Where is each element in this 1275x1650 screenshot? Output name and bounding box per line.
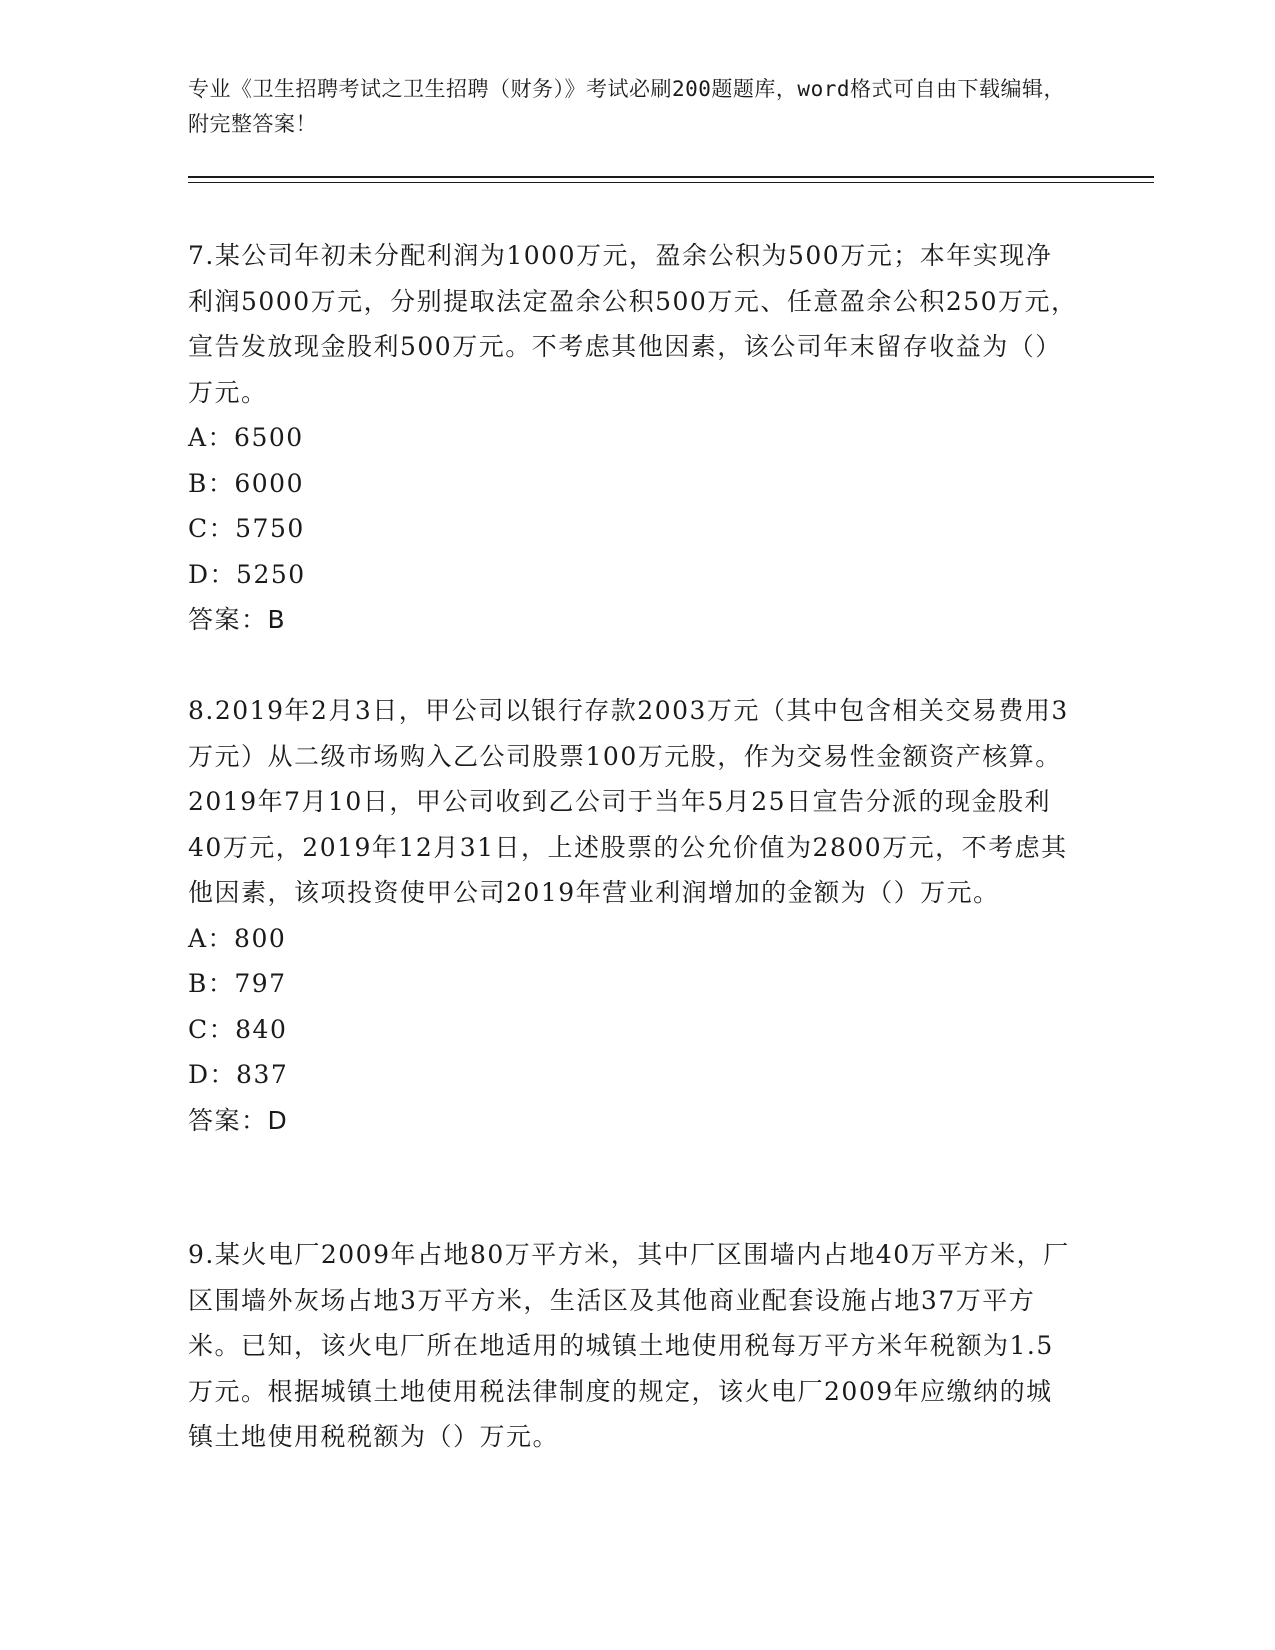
header-divider	[188, 176, 1154, 178]
option-b: B：797	[188, 969, 287, 998]
option-d: D：837	[188, 1060, 289, 1089]
header-divider-thin	[188, 182, 1154, 183]
question-stem: 7.某公司年初未分配利润为1000万元，盈余公积为500万元；本年实现净利润5000万元，分别提取法定盈余公积500万元、任意盈余公积250万元，宣告发放现金股利500万元。不考虑其他因素，该公司年末留存收益为（）万元。	[188, 241, 1078, 407]
question-7	[188, 233, 1078, 643]
option-c: C：840	[188, 1014, 288, 1044]
option-d: D：5250	[188, 559, 306, 589]
option-b: B：6000	[188, 468, 304, 498]
question-stem: 9.某火电厂2009年占地80万平方米，其中厂区围墙内占地40万平方米，厂区围墙外灰场占地3万平方米，生活区及其他商业配套设施占地37万平方米。已知，该火电厂所在地适用的城镇土地使用税每万平方米年税额为1.5万元。根据城镇土地使用税法律制度的规定，该火电厂2009年应缴纳的城镇土地使用税税额为（）万元。	[188, 1240, 1070, 1451]
question-stem: 8.2019年2月3日，甲公司以银行存款2003万元（其中包含相关交易费用3万元）从二级市场购入乙公司股票100万元股，作为交易性金额资产核算。2019年7月10日，甲公司收到乙公司于当年5月25日宣告分派的现金股利40万元，2019年12月31日，上述股票的公允价值为2800万元，不考虑其他因素，该项投资使甲公司2019年营业利润增加的金额为（）万元。	[188, 696, 1069, 907]
question-8	[188, 688, 1078, 1143]
option-c: C：5750	[188, 514, 305, 543]
document-header: 专业《卫生招聘考试之卫生招聘（财务）》考试必刷200题题库，word格式可自由下载编辑，附完整答案！	[188, 77, 1065, 136]
answer: 答案：B	[188, 605, 287, 634]
question-9	[188, 1232, 1078, 1460]
option-a: A：800	[188, 923, 287, 953]
option-a: A：6500	[188, 423, 304, 452]
answer: 答案：D	[188, 1105, 289, 1135]
